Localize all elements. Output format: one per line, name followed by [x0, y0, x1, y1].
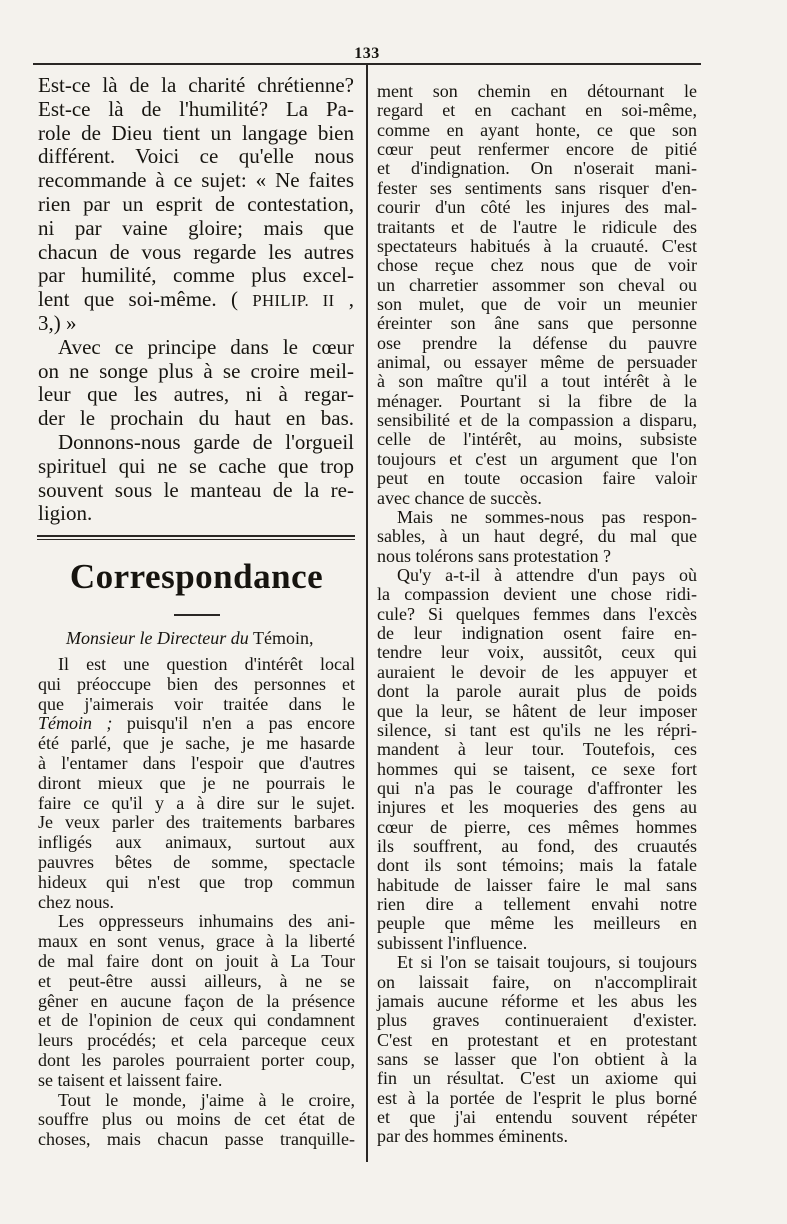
text-run: lent que soi-même. (	[38, 287, 253, 312]
line-text: leurs procédés; et cela parceque ceux	[38, 1030, 355, 1051]
line-text: son mulet, que de voir un meunier	[377, 293, 697, 314]
line-text: comme en ayant honte, ce que son	[377, 119, 697, 140]
text-line	[377, 721, 697, 740]
line-text: maux en sont venus, grace à la liberté	[38, 931, 355, 952]
paragraph	[377, 566, 697, 953]
line-text: cule? Si quelques femmes dans l'excès	[377, 603, 697, 624]
line-text: chacun de vous regarde les autres	[38, 239, 354, 264]
text-line	[38, 479, 354, 503]
line-text: leur que les autres, ni à regar-	[38, 382, 354, 407]
text-line	[38, 336, 354, 360]
line-text: ils souffrent, au fond, des cruautés	[377, 836, 697, 857]
paragraph	[38, 74, 354, 336]
line-text: C'est en protestant et en protestant	[377, 1029, 697, 1050]
section-separator	[37, 535, 355, 540]
text-line	[377, 973, 697, 992]
line-text: jamais aucune réforme et les abus les	[377, 990, 697, 1011]
line-text: sensibilité et de la compassion a disparu,	[377, 410, 697, 431]
line-text: à son maître qu'il a tout intérêt à le	[377, 371, 697, 392]
text-line	[38, 754, 355, 774]
text-line	[377, 663, 697, 682]
text-line	[38, 169, 354, 193]
text-line	[377, 237, 697, 256]
line-text: infligés aux animaux, surtout aux	[38, 832, 355, 853]
text-line	[377, 1050, 697, 1069]
line-text: Il est une question d'intérêt local	[58, 654, 355, 674]
text-line	[377, 643, 697, 662]
line-text: qui préoccupe bien des personnes et	[38, 673, 355, 694]
paragraph	[377, 508, 697, 566]
line-text: souffre plus ou moins de cet état de	[38, 1109, 355, 1130]
line-text: tendre leur voix, aussitôt, ceux qui	[377, 642, 697, 663]
paragraph	[38, 336, 354, 431]
text-line	[377, 992, 697, 1011]
line-text: est à la portée de l'esprit le plus borné	[377, 1087, 697, 1108]
line-text: traitants et de l'autre le ridicule des	[377, 216, 697, 237]
line-text: souvent sous le manteau de la re-	[38, 477, 354, 502]
text-line	[38, 383, 354, 407]
text-line	[377, 140, 697, 159]
text-run: ,	[334, 287, 355, 312]
line-text: diront mieux que je ne pourrais le	[38, 772, 355, 793]
text-line	[377, 1089, 697, 1108]
text-line	[38, 312, 354, 336]
text-line	[38, 217, 354, 241]
line-text: qui n'a pas le courage d'affronter les	[377, 777, 697, 798]
text-line	[377, 179, 697, 198]
line-text: Est-ce là de la charité chrétienne?	[38, 73, 354, 97]
line-text: Et si l'on se taisait toujours, si toujours	[397, 952, 697, 973]
line-text: par des hommes éminents.	[377, 1126, 568, 1147]
line-text: fin un résultat. C'est un axiome qui	[377, 1068, 697, 1089]
line-text: et de l'opinion de ceux qui condamnent	[38, 1010, 355, 1031]
salutation-journal-name: Témoin,	[252, 628, 314, 648]
line-text: choses, mais chacun passe tranquille-	[38, 1129, 355, 1150]
line-text: spirituel qui ne se cache que trop	[38, 453, 354, 478]
text-line	[377, 295, 697, 314]
text-line	[377, 430, 697, 449]
line-text: sables, à un haut degré, du mal que	[377, 526, 697, 547]
line-text: de leur indignation osent faire en-	[377, 623, 697, 644]
text-line	[38, 734, 355, 754]
line-text: auraient le devoir de les appuyer et	[377, 661, 697, 682]
line-text	[38, 287, 354, 311]
line-text: Donnons-nous garde de l'orgueil	[58, 429, 354, 454]
text-line	[38, 774, 355, 794]
text-line	[38, 241, 354, 265]
line-text: rien dire a tellement envahi notre	[377, 894, 697, 915]
text-line	[38, 655, 355, 675]
line-text: et d'indignation. On n'oserait mani-	[377, 158, 697, 179]
section-heading: Correspondance	[69, 557, 324, 596]
line-text: avec chance de succès.	[377, 487, 542, 508]
text-line	[38, 714, 355, 734]
line-text: ose prendre la défense du pauvre	[377, 332, 697, 353]
text-line	[38, 1091, 355, 1111]
line-text: cœur de pierre, ces mêmes hommes	[377, 816, 697, 837]
line-text: peut en toute occasion faire valoir	[377, 468, 697, 489]
text-line	[377, 1011, 697, 1030]
text-line	[377, 314, 697, 333]
text-line	[377, 837, 697, 856]
line-text: nous tolérons sans protestation ?	[377, 545, 611, 566]
text-line	[38, 1011, 355, 1031]
line-text: à l'entamer dans l'espoir que d'autres	[38, 752, 355, 773]
line-text: fester ses sentiments sans risquer d'en-	[377, 177, 697, 198]
text-line	[377, 256, 697, 275]
line-text: pauvres bêtes de somme, spectacle	[38, 851, 355, 872]
text-line	[38, 74, 354, 98]
line-text: silence, si tant est qu'ils ne les répri-	[377, 719, 697, 740]
line-text: et que j'ai entendu souvent répéter	[377, 1107, 697, 1128]
italic-text: Témoin ;	[38, 713, 113, 734]
line-text: ménager. Pourtant si la fibre de la	[377, 390, 697, 411]
text-line	[38, 794, 355, 814]
text-line	[38, 122, 354, 146]
text-line	[38, 431, 354, 455]
text-line	[377, 818, 697, 837]
text-line	[377, 392, 697, 411]
text-line	[377, 702, 697, 721]
text-line	[377, 876, 697, 895]
paragraph	[38, 1091, 355, 1150]
line-text: Les oppresseurs inhumains des ani-	[58, 911, 355, 932]
line-text: on laissait faire, on n'accomplirait	[377, 971, 697, 992]
line-text: hideux qui n'est que trop commun	[38, 871, 355, 892]
line-text: dont ils sont témoins; mais la fatale	[377, 855, 697, 876]
line-text: peuple que même les meilleurs en	[377, 913, 697, 934]
salutation-addressee: Monsieur le Directeur du	[66, 628, 249, 648]
text-line	[377, 624, 697, 643]
text-line	[38, 502, 354, 526]
text-line	[377, 198, 697, 217]
text-line	[38, 455, 354, 479]
line-text: la compassion devient une chose ridi-	[377, 584, 697, 605]
text-line	[377, 605, 697, 624]
text-line	[38, 264, 354, 288]
line-text: recommande à ce sujet: « Ne faites	[38, 168, 354, 193]
text-line	[38, 1051, 355, 1071]
text-line	[38, 1130, 355, 1150]
line-text: hommes qui se taisent, ce sexe fort	[377, 758, 697, 779]
text-line	[377, 953, 697, 972]
line-text: regard et en cachant en soi-même,	[377, 100, 697, 121]
text-line	[377, 547, 697, 566]
line-text: différent. Voici ce qu'elle nous	[38, 144, 354, 169]
text-line	[377, 508, 697, 527]
line-text: que j'aimerais voir traitée dans le	[38, 693, 355, 714]
text-line	[38, 972, 355, 992]
line-text: toujours et c'est un argument que l'on	[377, 448, 697, 469]
line-text	[38, 713, 355, 733]
line-text: ment son chemin en détournant le	[377, 81, 697, 101]
text-line	[377, 82, 697, 101]
letter-body	[38, 655, 355, 1150]
line-text: 3,) »	[38, 310, 77, 335]
line-text: Est-ce là de l'humilité? La Pa-	[38, 96, 354, 121]
text-line	[377, 934, 697, 953]
line-text: celle de l'intérêt, au moins, subsiste	[377, 429, 697, 450]
text-line	[377, 740, 697, 759]
text-line	[38, 873, 355, 893]
line-text: et peut-être aussi ailleurs, à ne se	[38, 970, 355, 991]
text-line	[377, 411, 697, 430]
line-text: plus graves continueraient d'exister.	[377, 1010, 697, 1031]
letter-salutation	[66, 628, 356, 648]
line-text: dont les paroles pourraient porter coup,	[38, 1049, 355, 1070]
text-line	[38, 360, 354, 384]
text-line	[377, 527, 697, 546]
text-line	[377, 218, 697, 237]
column-divider	[366, 64, 368, 1162]
paragraph	[38, 655, 355, 912]
line-text: Qu'y a-t-il à attendre d'un pays où	[397, 564, 697, 585]
line-text: Je veux parler des traitements barbares	[38, 812, 355, 833]
line-text: cœur peut renfermer encore de pitié	[377, 139, 697, 160]
line-text: sans se lasser que l'on obtient à la	[377, 1048, 697, 1069]
line-text: role de Dieu tient un langage bien	[38, 120, 354, 145]
line-text: der le prochain du haut en bas.	[38, 406, 354, 431]
text-line	[377, 469, 697, 488]
text-line	[377, 585, 697, 604]
line-text: rien par un esprit de contestation,	[38, 191, 354, 216]
line-text: Mais ne sommes-nous pas respon-	[397, 506, 697, 527]
line-text: chose reçue chez nous que de voir	[377, 255, 697, 276]
line-text: que la leur, se hâtent de leur imposer	[377, 700, 697, 721]
text-line	[377, 1127, 697, 1146]
line-text: injures et les moqueries des gens au	[377, 797, 697, 818]
line-text: par humilité, comme plus excel-	[38, 263, 354, 288]
text-line	[377, 779, 697, 798]
line-text: chez nous.	[38, 891, 114, 912]
text-line	[377, 798, 697, 817]
article-continuation	[38, 74, 354, 526]
line-text: habitude de laisser faire le mal sans	[377, 874, 697, 895]
text-line	[377, 159, 697, 178]
line-text: Avec ce principe dans le cœur	[58, 334, 354, 359]
text-line	[38, 813, 355, 833]
line-text: faire ce qu'il y a à dire sur le sujet.	[38, 792, 355, 813]
text-line	[38, 992, 355, 1012]
text-line	[38, 407, 354, 431]
line-text: subissent l'influence.	[377, 932, 528, 953]
line-text: spectateurs habitués à la cruauté. C'est	[377, 235, 697, 256]
text-line	[38, 695, 355, 715]
line-text: gêner en aucune façon de la présence	[38, 990, 355, 1011]
text-line	[38, 912, 355, 932]
text-line	[38, 1031, 355, 1051]
text-line	[38, 1110, 355, 1130]
text-line	[377, 760, 697, 779]
text-line	[38, 833, 355, 853]
line-text: dont la parole aurait plus de poids	[377, 681, 697, 702]
line-text: on ne songe plus à se croire meil-	[38, 358, 354, 383]
line-text: se taisent et laissent faire.	[38, 1069, 223, 1090]
text-line	[38, 932, 355, 952]
paragraph	[377, 82, 697, 508]
line-text: mandent à leur tour. Toutefois, ces	[377, 739, 697, 760]
line-text: ni par vaine gloire; mais que	[38, 215, 354, 240]
text-line	[377, 895, 697, 914]
text-line	[377, 489, 697, 508]
text-line	[38, 98, 354, 122]
page-number: 133	[354, 45, 380, 62]
text-line	[377, 101, 697, 120]
heading-rule	[174, 614, 220, 616]
text-line	[377, 353, 697, 372]
line-text: un charretier assommer son cheval ou	[377, 274, 697, 295]
line-text: Tout le monde, j'aime à le croire,	[58, 1089, 355, 1110]
small-caps-text: PHILIP. II	[252, 291, 335, 311]
text-line	[377, 372, 697, 391]
text-line	[38, 1071, 355, 1091]
paragraph	[38, 431, 354, 526]
text-line	[38, 288, 354, 312]
line-text: animal, ou essayer même de persuader	[377, 352, 697, 373]
paragraph	[38, 912, 355, 1090]
line-text: ligion.	[38, 501, 93, 526]
text-line	[377, 121, 697, 140]
text-line	[377, 450, 697, 469]
text-run: puisqu'il n'en a pas encore	[112, 713, 355, 734]
text-line	[377, 856, 697, 875]
text-line	[377, 914, 697, 933]
paragraph	[377, 953, 697, 1147]
text-line	[377, 682, 697, 701]
text-line	[38, 952, 355, 972]
text-line	[377, 1069, 697, 1088]
line-text: courir d'un côté les injures des mal-	[377, 197, 697, 218]
text-line	[377, 334, 697, 353]
text-line	[38, 145, 354, 169]
text-line	[377, 276, 697, 295]
text-line	[377, 566, 697, 585]
text-line	[377, 1108, 697, 1127]
line-text: de mal faire dont on jouit à La Tour	[38, 950, 355, 971]
text-line	[38, 675, 355, 695]
text-line	[38, 193, 354, 217]
right-column	[377, 82, 697, 1147]
line-text: été parlé, que je sache, je me hasarde	[38, 733, 355, 754]
text-line	[377, 1031, 697, 1050]
text-line	[38, 893, 355, 913]
line-text: éreinter son âne sans que personne	[377, 313, 697, 334]
text-line	[38, 853, 355, 873]
